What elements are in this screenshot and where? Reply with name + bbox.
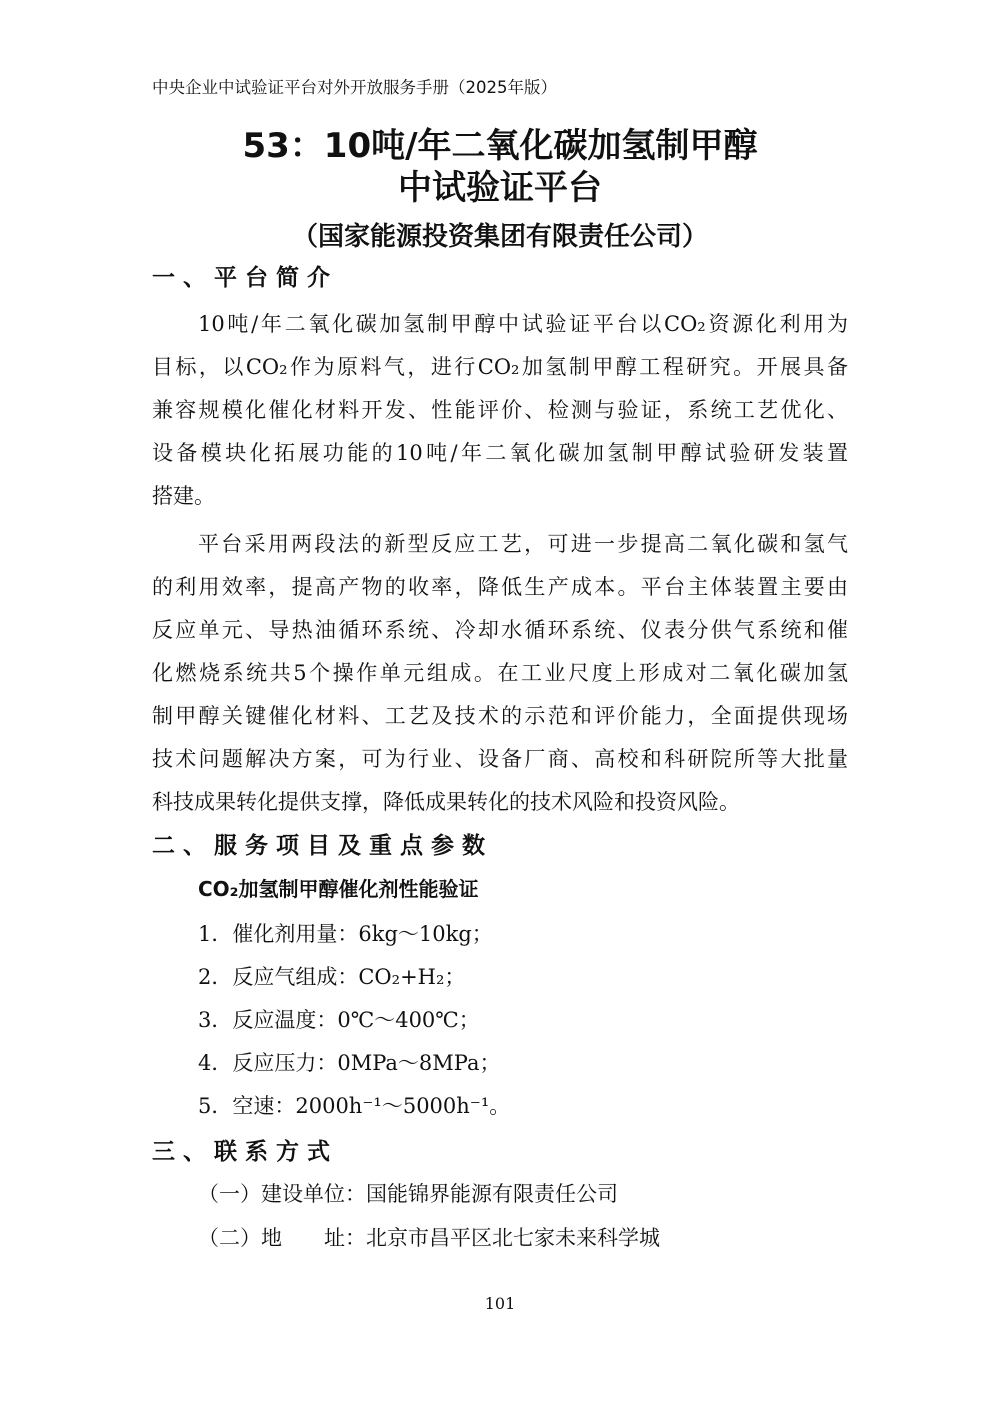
paragraph-line: 目标，以CO₂作为原料气，进行CO₂加氢制甲醇工程研究。开展具备 xyxy=(152,355,848,379)
paragraph-line: 平台采用两段法的新型反应工艺，可进一步提高二氧化碳和氢气 xyxy=(198,532,848,556)
paragraph-line: 10吨/年二氧化碳加氢制甲醇中试验证平台以CO₂资源化利用为 xyxy=(198,312,848,336)
running-header: 中央企业中试验证平台对外开放服务手册（2025年版） xyxy=(152,78,557,97)
paragraph-line: 设备模块化拓展功能的10吨/年二氧化碳加氢制甲醇试验研发装置 xyxy=(152,441,848,465)
parameter-item: 2．反应气组成：CO₂+H₂； xyxy=(198,965,466,989)
section-heading-3: 三、联系方式 xyxy=(152,1138,338,1165)
section-heading-1: 一、平台简介 xyxy=(152,264,338,291)
paragraph-line: 的利用效率，提高产物的收率，降低生产成本。平台主体装置主要由 xyxy=(152,575,848,599)
section-heading-2: 二、服务项目及重点参数 xyxy=(152,832,493,859)
paragraph-line: 搭建。 xyxy=(152,484,215,508)
paragraph-line: 技术问题解决方案，可为行业、设备厂商、高校和科研院所等大批量 xyxy=(152,747,848,771)
parameter-item: 3．反应温度：0℃～400℃； xyxy=(198,1008,480,1032)
page-title-line-2: 中试验证平台 xyxy=(398,168,602,208)
page-number: 101 xyxy=(484,1294,516,1313)
paragraph-line: 化燃烧系统共5个操作单元组成。在工业尺度上形成对二氧化碳加氢 xyxy=(152,661,848,685)
parameter-item: 4．反应压力：0MPa～8MPa； xyxy=(198,1051,501,1075)
parameter-item: 1．催化剂用量：6kg～10kg； xyxy=(198,922,493,946)
parameter-item: 5．空速：2000h⁻¹～5000h⁻¹。 xyxy=(198,1094,511,1118)
service-title: CO₂加氢制甲醇催化剂性能验证 xyxy=(198,877,479,901)
page-title-line-1: 53：10吨/年二氧化碳加氢制甲醇 xyxy=(242,126,758,166)
paragraph-line: 制甲醇关键催化材料、工艺及技术的示范和评价能力，全面提供现场 xyxy=(152,704,848,728)
paragraph-line: 反应单元、导热油循环系统、冷却水循环系统、仪表分供气系统和催 xyxy=(152,618,848,642)
contact-item: （二）地 址：北京市昌平区北七家未来科学城 xyxy=(198,1226,660,1250)
paragraph-line: 兼容规模化催化材料开发、性能评价、检测与验证，系统工艺优化、 xyxy=(152,398,848,422)
paragraph-line: 科技成果转化提供支撑，降低成果转化的技术风险和投资风险。 xyxy=(152,790,740,814)
page-subtitle: （国家能源投资集团有限责任公司） xyxy=(291,222,708,252)
contact-item: （一）建设单位：国能锦界能源有限责任公司 xyxy=(198,1182,618,1206)
